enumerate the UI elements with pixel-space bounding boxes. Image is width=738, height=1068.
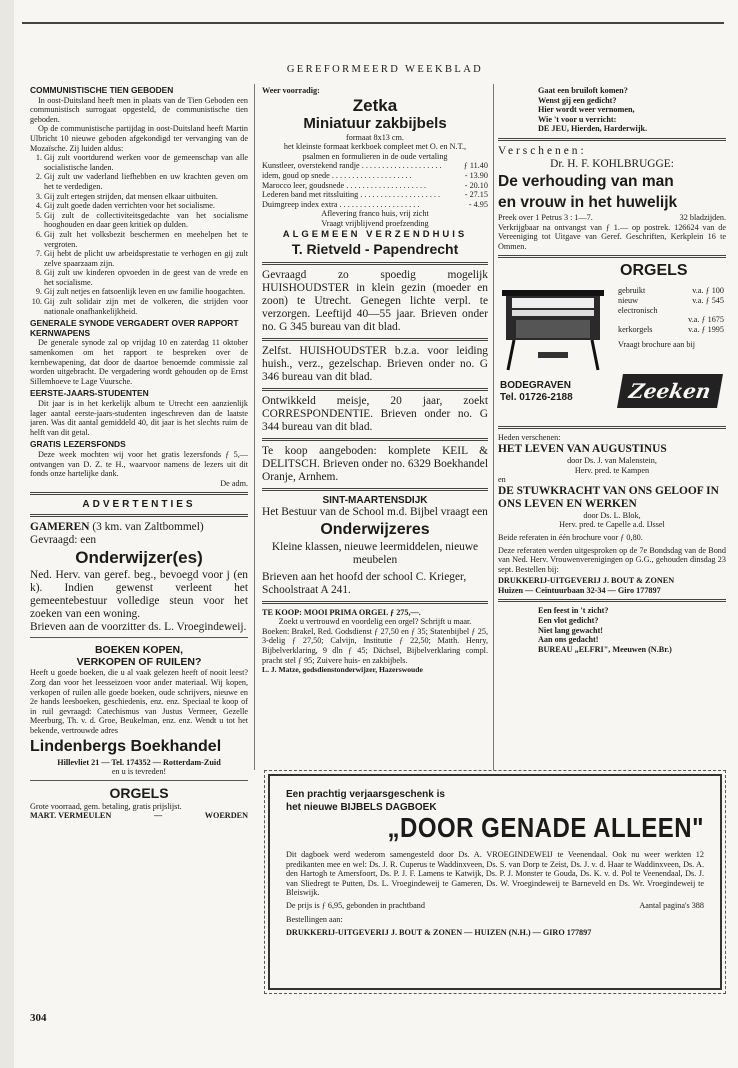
- price-value: - 4.95: [468, 199, 488, 209]
- ad-publisher: ALGEMEEN VERZENDHUIS: [282, 228, 468, 240]
- advertenties-heading: ADVERTENTIES: [82, 499, 196, 511]
- ad-dash: —: [153, 811, 163, 821]
- ad-orgels-woerden: [30, 784, 248, 821]
- ad-text: Brieven aan de voorzitter ds. L. Vroegindeweij.: [30, 621, 247, 634]
- price-value: - 20.10: [464, 180, 488, 190]
- article-title: EERSTE-JAARS-STUDENTEN: [30, 388, 149, 399]
- organ-type: electronisch: [618, 305, 658, 315]
- ad-author: Herv. pred. te Kampen: [574, 465, 650, 475]
- ad-text: Grote voorraad, gem. betaling, gratis prijslijst.: [30, 801, 182, 811]
- list-item: 10. Gij zult solidair zijn met de volkeren, die strijden voor nationale onafhankelijkheid.: [44, 297, 248, 316]
- price-value: ƒ 11.40: [463, 161, 488, 171]
- list-item: 2. Gij zult uw vaderland liefhebben en uw krachten geven om het te verdedigen.: [44, 172, 248, 191]
- ad-text: Zoekt u vertrouwd en voordelig een orgel? Schrijft u maar.: [278, 617, 472, 627]
- organ-price: v.a. ƒ 100: [692, 286, 724, 296]
- ad-author: Herv. pred. te Capelle a.d. IJssel: [559, 520, 665, 530]
- poem-line: Een vlot gedicht?: [538, 616, 599, 626]
- divider: [262, 338, 488, 341]
- ad-headline: Onderwijzeres: [320, 520, 430, 538]
- ad-name: MART. VERMEULEN: [30, 811, 112, 821]
- box-title: „DOOR GENADE ALLEEN": [387, 812, 704, 844]
- ad-lead: Weer voorradig:: [262, 86, 320, 95]
- organ-price: v.a. ƒ 545: [692, 295, 724, 305]
- ad-text: Het Bestuur van de School m.d. Bijbel vraagt een: [262, 505, 488, 518]
- list-item: 5. Gij zult de collectiviteitsgedachte van het socialisme hooghouden en daar geen kritiek op dulden.: [44, 211, 248, 230]
- organ-price: v.a. ƒ 1995: [688, 324, 724, 334]
- ad-title: Miniatuur zakbijbels: [303, 114, 447, 132]
- ad-publisher: DRUKKERIJ-UITGEVERIJ J. BOUT & ZONEN: [498, 576, 675, 586]
- poem-line: Wie 't voor u verricht:: [538, 114, 617, 124]
- ad-text: Deze referaten werden uitgesproken op de 7e Bondsdag van de Bond van Ned. Herv. Vrouwenverenigingen op G.G., gehouden dinsdag 23 sept. Bestellen bij:: [498, 545, 726, 574]
- divider: [30, 780, 248, 781]
- ad-name: Lindenbergs Boekhandel: [30, 737, 222, 755]
- column-divider-2: [493, 84, 494, 770]
- box-order-lead: Bestellingen aan:: [286, 914, 343, 924]
- list-item: 4. Gij zult goede daden verrichten voor het socialisme.: [44, 201, 248, 211]
- list-item: 1. Gij zult voortdurend werken voor de gemeenschap van alle socialistische landen.: [44, 153, 248, 172]
- price-label: Lederen band met ritssluiting . . .: [262, 190, 463, 200]
- classified-ad: Ontwikkeld meisje, 20 jaar, zoekt CORRESPONDENTIE. Brieven onder no. G 344 bureau van dit blad.: [262, 394, 488, 433]
- divider: [262, 488, 488, 491]
- paragraph: Deze week mochten wij voor het gratis lezersfonds ƒ 5,— ontvangen van D. Z. te H., waarvoor namens de lezers uit dit fonds onze hartelijke dank.: [30, 449, 248, 479]
- ad-foot: Aflevering franco huis, vrij zicht Vraagt vrijblijvend proefzending: [321, 209, 429, 228]
- article-tien-geboden: [30, 86, 248, 316]
- page-number: 304: [30, 1012, 47, 1024]
- ad-title: SINT-MAARTENSDIJK: [322, 494, 428, 506]
- organ-type: gebruikt: [618, 286, 646, 296]
- classified-ad: Zelfst. HUISHOUDSTER b.z.a. voor leiding huish., verz., gezelschap. Brieven onder no. G 346 bureau van dit blad.: [262, 344, 488, 383]
- top-rule: [22, 22, 724, 24]
- ad-author: door Ds. L. Blok,: [583, 510, 641, 520]
- article-title: GRATIS LEZERSFONDS: [30, 439, 126, 450]
- price-label: Marocco leer, goudsnede . . .: [262, 181, 463, 191]
- ad-address: Huizen — Ceintuurbaan 32-34 — Giro 177897: [498, 585, 661, 595]
- ad-title: BOEKEN KOPEN,: [94, 644, 184, 657]
- ad-text: Kleine klassen, nieuwe leermiddelen, nieuwe meubelen: [271, 540, 479, 566]
- price-label: Duimgreep index extra . . .: [262, 200, 467, 210]
- ad-text: Ned. Herv. van geref. beg., bevoegd voor j (en k). Indien gewenst verleent het gemeentebestuur volledige steun voor het zoeken van een woning.: [30, 569, 248, 621]
- paragraph: In oost-Duitsland heeft men in plaats van de Tien Geboden een communistisch surrogaat opgesteld, de communistische tien geboden.: [30, 95, 248, 124]
- ad-signature: BUREAU „ELFRI", Meeuwen (N.Br.): [538, 644, 672, 654]
- column-left: [30, 86, 248, 1016]
- list-item: 9. Gij zult netjes en fatsoenlijk leven en uw familie hoogachten.: [44, 287, 248, 297]
- ad-place-note: (3 km. van Zaltbommel): [92, 521, 204, 534]
- organ-type: kerkorgels: [618, 324, 653, 334]
- price-label: idem, goud op snede . . .: [262, 171, 463, 181]
- divider: [262, 388, 488, 391]
- ad-desc: formaat 8x13 cm. het kleinste formaat kerkboek compleet met O. en N.T., psalmen en formulieren in de oude vertaling: [283, 132, 467, 161]
- price-label: Kunstleer, overstekend randje . . .: [262, 161, 462, 171]
- classified-ad: Te koop aangeboden: komplete KEIL & DELITSCH. Brieven onder no. 6329 Boekhandel Oranje, Arnhem.: [262, 444, 488, 483]
- ad-phone: Tel. 01726-2188: [500, 392, 573, 404]
- poem-line: Hier wordt weer vernomen,: [538, 105, 635, 115]
- ad-address: Hillevliet 21 — Tel. 174352 — Rotterdam-Zuid: [57, 757, 221, 767]
- divider: [30, 514, 248, 517]
- divider: [262, 262, 488, 265]
- classified-ad: Gevraagd zo spoedig mogelijk HUISHOUDSTER in klein gezin (moeder en zoon) te Utrecht. Genegen lichte verpl. te verzorgen. Leeftijd 40—55 jaar. Brieven onder no. G 345 bureau van dit blad.: [262, 268, 488, 333]
- ad-place: BODEGRAVEN: [500, 380, 571, 392]
- ad-sub: Gevraagd: een: [30, 534, 97, 547]
- ad-title: en vrouw in het huwelijk: [498, 193, 678, 211]
- list-item: 3. Gij zult ertegen strijden, dat mensen elkaar uitbuiten.: [44, 192, 248, 202]
- price-value: - 13.90: [464, 170, 488, 180]
- list-item: 6. Gij zult het volksbezit beschermen en meehelpen het te vergroten.: [44, 230, 248, 249]
- list-item: 8. Gij zult uw kinderen opvoeden in de geest van de vrede en het socialisme.: [44, 268, 248, 287]
- price-value: - 27.15: [464, 190, 488, 200]
- article-title: COMMUNISTISCHE TIEN GEBODEN: [30, 86, 174, 95]
- box-publisher: DRUKKERIJ-UITGEVERIJ J. BOUT & ZONEN — HUIZEN (N.H.) — GIRO 177897: [286, 928, 592, 938]
- ad-author: door Ds. J. van Malenstein,: [567, 455, 657, 465]
- ad-title: DE STUWKRACHT VAN ONS GELOOF IN ONS LEVEN EN WERKEN: [498, 484, 719, 510]
- box-pages: Aantal pagina's 388: [639, 900, 704, 910]
- article-lezersfonds: [30, 440, 248, 488]
- masthead: GEREFORMEERD WEEKBLAD: [286, 64, 484, 75]
- ad-sintmaartensdijk: [262, 495, 488, 597]
- box-text: Dit dagboek werd wederom samengesteld door Ds. A. VROEGINDEWEIJ te Veenendaal. Ook nu weer werkten 12 predikanten mee en wel: Ds. J. R. Cuperus te Waddinxveen, Ds. S. van Dorp te Zeist, Ds. J. v. d. Haar te Waddinxveen, Ds. A. den Hartogh te Amersfoort, Ds. P. J. F. Lamens te Katwijk, Ds. P. J. Monster te Gouda, Ds. K. v. d. Pol te Veenendaal, Ds. J. van Sliedregt te Putten, Ds. L. Vroegindeweij te Gameren, Ds. W. Vroegindeweij te Barneveld en Ds. Wr. Vroegindeweij te Bleiswijk.: [286, 850, 704, 898]
- ad-orgel-te-koop: [262, 608, 488, 675]
- divider: [498, 255, 726, 258]
- divider: [262, 601, 488, 604]
- box-price: De prijs is ƒ 6,95, gebonden in prachtband: [286, 900, 425, 910]
- ad-title: TE KOOP: MOOI PRIMA ORGEL ƒ 275,—.: [262, 607, 421, 617]
- organ-type: nieuw: [618, 295, 639, 305]
- ad-text: Preek over 1 Petrus 3 : 1—7.: [498, 212, 593, 222]
- ad-bruiloft: [498, 86, 726, 134]
- ad-text: en: [498, 475, 506, 485]
- box-lead: het nieuwe BIJBELS DAGBOEK: [286, 802, 437, 813]
- ad-text: Heeft u goede boeken, die u al vaak gelezen heeft of nooit leest? Zorg dan voor het leesseizoen voor ander materiaal. Wij kopen, verkopen of ruilen alle goede boeken, oude schrijvers, nieuwe en 2e hands leesboeken, geschiedenis, enz. enz. Speciaal te koop of in ruil gevraagd: Catechismus van Justus Vermeer, Gezelle Meerburg, Th. v. d. Groe, Beukelman, enz. enz. Wendt u tot het bekende, vertrouwde adres: [30, 668, 248, 735]
- ad-orgels-bodegraven: [498, 262, 726, 422]
- signature: De adm.: [220, 478, 248, 488]
- divider: [262, 438, 488, 441]
- ad-dagboek-box: [268, 774, 722, 990]
- ad-publisher-name: T. Rietveld - Papendrecht: [291, 240, 459, 257]
- poem-line: Wenst gij een gedicht?: [538, 95, 617, 105]
- scan-edge: [0, 0, 14, 1068]
- ad-title: ORGELS: [620, 262, 688, 280]
- column-divider-1: [254, 84, 255, 770]
- ad-brochure: [498, 433, 726, 595]
- ad-lead: Heden verschenen:: [498, 433, 561, 443]
- box-lead: Een prachtig verjaarsgeschenk is: [286, 789, 445, 800]
- ad-title: Zetka: [352, 95, 398, 115]
- divider: [498, 599, 726, 602]
- ad-gameren: [30, 521, 248, 634]
- brand-logo: Zeeken: [617, 374, 723, 408]
- commandments-list: [30, 153, 248, 316]
- paragraph: Dit jaar is in het kerkelijk album te Utrecht een aanzienlijk lager aantal eerste-jaars-studenten ingeschreven dan de laatste jaren. Was dit aantal gemiddeld 40, dit jaar is het slechts ruim de helft van dit getal.: [30, 399, 248, 437]
- ad-headline: Onderwijzer(es): [75, 548, 203, 568]
- ad-text: Verkrijgbaar na ontvangst van ƒ 1.— op postrek. 126624 van de Vereeniging tot Uitgave van Geref. Geschriften, Kerkplein 16 te Ommen.: [498, 222, 726, 251]
- ad-signature: L. J. Matze, godsdienstonderwijzer, Hazerswoude: [262, 665, 423, 675]
- article-synode: [30, 319, 248, 386]
- divider: [30, 637, 248, 638]
- column-middle: [262, 86, 488, 770]
- paragraph: De generale synode zal op vrijdag 10 en zaterdag 11 oktober samenkomen om het rapport te bespreken over de kernbewapening, dat door de daartoe benoemde commissie zal worden uitgebracht. De vergadering wordt gehouden op de Ernst Sillemhoeve te Lage Vuursche.: [30, 338, 248, 386]
- organ-illustration: [498, 282, 608, 372]
- list-item: 7. Gij hebt de plicht uw arbeidsprestatie te verhogen en gij zult zelve spaarzaam zijn.: [44, 249, 248, 268]
- ad-zetka: [262, 86, 488, 258]
- organ-price: v.a. ƒ 1675: [688, 315, 724, 325]
- ad-pages: 32 bladzijden.: [679, 212, 726, 222]
- poem-line: Een feest in 't zicht?: [538, 606, 609, 616]
- divider: [30, 492, 248, 495]
- ad-address: en u is tevreden!: [111, 767, 167, 777]
- column-right: [498, 86, 726, 770]
- poem-line: Gaat een bruiloft komen?: [538, 86, 628, 95]
- poem-line: DE JEU, Hierden, Harderwijk.: [538, 124, 648, 134]
- ad-place: GAMEREN: [30, 521, 90, 534]
- ad-boeken: [30, 644, 248, 776]
- ad-text: Vraagt brochure aan bij: [618, 340, 696, 350]
- ad-city: WOERDEN: [204, 811, 248, 821]
- divider: [498, 138, 726, 141]
- ad-text: Beide referaten in één brochure voor ƒ 0,80.: [498, 532, 643, 542]
- ad-author: Dr. H. F. KOHLBRUGGE:: [550, 157, 674, 170]
- poem-line: Aan ons gedacht!: [538, 635, 599, 645]
- ad-elfri: [498, 606, 726, 654]
- article-studenten: [30, 389, 248, 437]
- ad-text: Boeken: Brakel, Red. Godsdienst ƒ 27,50 en ƒ 35; Statenbijbel ƒ 25, 3-delig ƒ 27,50; Calvijn, Institutie ƒ 22,50; Matth. Henry, Bijbelverklaring, 9 dln ƒ 45; Dächsel, Bijbelverklaring compl. pracht stel ƒ 95; Zuivere huis- en zakbijbels.: [262, 626, 488, 665]
- ad-title: De verhouding van man: [498, 172, 674, 190]
- ad-title: VERKOPEN OF RUILEN?: [76, 656, 202, 669]
- ad-lead: Verschenen:: [498, 144, 587, 157]
- article-title: GENERALE SYNODE VERGADERT OVER RAPPORT KERNWAPENS: [30, 318, 239, 338]
- ad-title: ORGELS: [109, 784, 169, 801]
- ad-text: Brieven aan het hoofd der school C. Krieger, Schoolstraat A 241.: [262, 570, 467, 596]
- ad-title: HET LEVEN VAN AUGUSTINUS: [498, 442, 667, 455]
- poem-line: Niet lang gewacht!: [538, 625, 604, 635]
- paragraph: Op de communistische partijdag in oost-Duitsland heeft Martin Ulbricht 10 nieuwe geboden afgekondigd ter vervanging van de Mozaïsche. Zij luiden aldus:: [30, 124, 248, 153]
- divider: [498, 426, 726, 429]
